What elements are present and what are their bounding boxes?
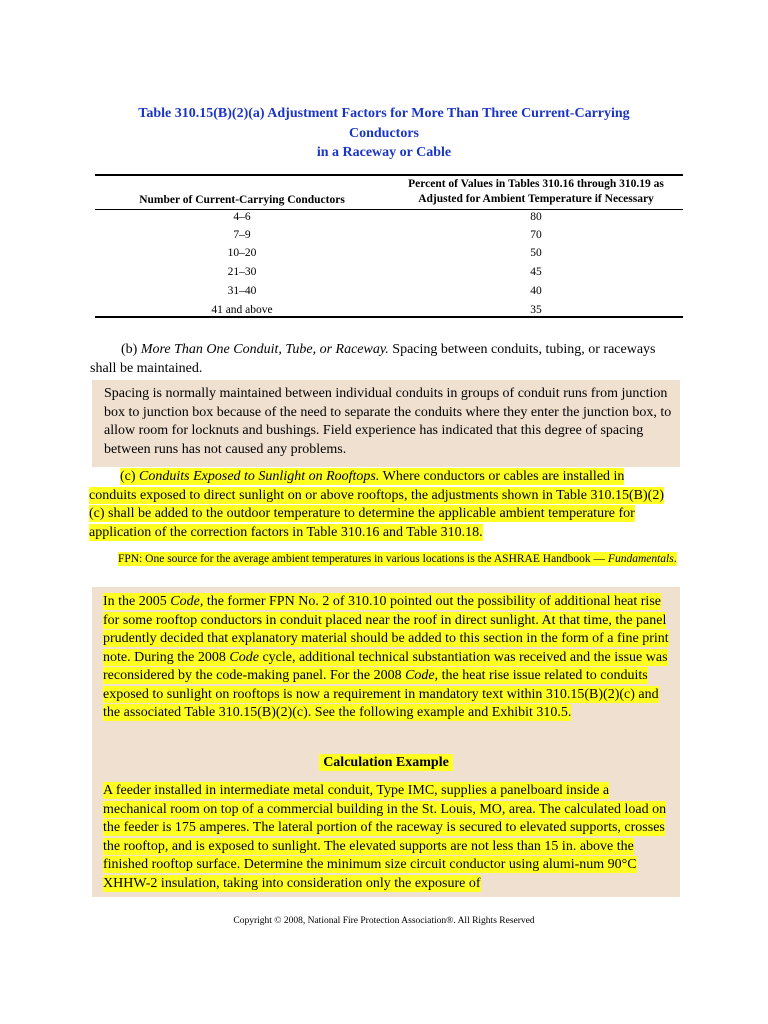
cell-conductors: 21–30 <box>227 266 257 278</box>
fpn-note <box>118 551 678 568</box>
table-header-percent <box>389 177 683 207</box>
table-top-rule <box>95 174 683 176</box>
commentary-rooftop-code-2: Code <box>229 649 259 665</box>
table-row <box>0 226 768 244</box>
cell-percent: 70 <box>530 229 542 241</box>
copyright-footer: Copyright © 2008, National Fire Protection Association®. All Rights Reserved <box>233 916 535 926</box>
cell-percent: 50 <box>530 247 542 259</box>
table-body <box>0 208 768 319</box>
table-header-percent-line-2: Adjusted for Ambient Temperature if Necessary <box>418 193 654 205</box>
table-header-percent-line-1: Percent of Values in Tables 310.16 through 310.19 as <box>408 178 664 190</box>
commentary-rooftop-highlight <box>103 593 669 721</box>
calculation-example-paragraph <box>103 782 676 893</box>
commentary-rooftop-text-4: , the heat rise issue related to conduits exposed to sunlight on rooftops is now a requirement in mandatory text within 310.15(B)(2)(c) and the associated Table 310.15(B)(2)(c). See the following example and Exhibit 310.5. <box>103 668 659 720</box>
cell-percent: 40 <box>530 285 542 297</box>
calculation-example-heading: Calculation Example <box>319 754 453 771</box>
section-c-prefix: (c) <box>120 469 140 484</box>
section-c-paragraph <box>89 468 671 542</box>
section-c-heading: Conduits Exposed to Sunlight on Rooftops. <box>139 469 380 484</box>
cell-conductors: 4–6 <box>233 211 251 223</box>
cell-percent: 35 <box>530 304 542 316</box>
table-title-line-3: in a Raceway or Cable <box>316 145 452 160</box>
table-row <box>0 244 768 263</box>
cell-percent: 45 <box>530 266 542 278</box>
calculation-example-heading-row <box>92 754 680 773</box>
commentary-rooftop-text-3: cycle, additional technical substantiation was received and the issue was reconsidered by the code-making panel. For the 2008 <box>103 649 668 683</box>
section-b-text: Spacing between conduits, tubing, or raceways shall be maintained. <box>90 342 656 376</box>
section-b-paragraph <box>90 341 680 378</box>
fpn-end: . <box>673 553 677 565</box>
table-row <box>0 282 768 301</box>
table-title-line-1: Table 310.15(B)(2)(a) Adjustment Factors for More Than Three Current-Carrying <box>138 106 630 121</box>
cell-percent: 80 <box>530 211 542 223</box>
commentary-rooftop-code-3: Code <box>405 668 435 683</box>
commentary-rooftop-text-1: In the 2005 <box>103 594 171 609</box>
table-row <box>0 263 768 282</box>
table-header-conductors: Number of Current-Carrying Conductors <box>139 194 345 206</box>
section-b-heading: More Than One Conduit, Tube, or Raceway. <box>140 342 389 357</box>
cell-conductors: 10–20 <box>227 247 257 259</box>
table-row <box>0 208 768 226</box>
fpn-text: FPN: One source for the average ambient temperatures in various locations is the ASHRAE Handbook — <box>118 553 606 565</box>
commentary-rooftop-paragraph <box>103 593 676 723</box>
cell-conductors: 7–9 <box>233 229 251 241</box>
fpn-italic: Fundamentals <box>607 553 674 565</box>
table-title <box>100 104 668 163</box>
section-c-highlight <box>89 468 664 541</box>
commentary-rooftop-text-2: , the former FPN No. 2 of 310.10 pointed out the possibility of additional heat rise for some rooftop conductors in conduit placed near the roof in direct sunlight. At that time, the panel prudently decided that explanatory material should be added to this section in the form of a fine print note. During the 2008 <box>103 594 669 665</box>
cell-conductors: 41 and above <box>211 304 273 316</box>
table-bottom-rule <box>95 316 683 318</box>
commentary-spacing-text: Spacing is normally maintained between individual conduits in groups of conduit runs from junction box to junction box because of the need to separate the conduits where they enter the junction box, to allow room for locknuts and bushings. Field experience has indicated that this degree of spacing between runs has not caused any problems. <box>104 386 672 457</box>
commentary-spacing <box>92 380 680 467</box>
calculation-example-text: A feeder installed in intermediate metal conduit, Type IMC, supplies a panelboard inside a mechanical room on top of a commercial building in the St. Louis, MO, area. The calculated load on the feeder is 175 amperes. The lateral portion of the raceway is secured to elevated supports, crosses the rooftop, and is exposed to sunlight. The elevated supports are not less than 15 in. above the finished rooftop surface. Determine the minimum size circuit conductor using alumi-num 90°C XHHW-2 insulation, taking into consideration only the exposure of <box>103 783 667 891</box>
commentary-rooftop-code-1: Code <box>170 594 200 609</box>
cell-conductors: 31–40 <box>227 285 257 297</box>
section-b-prefix: (b) <box>121 342 141 357</box>
fpn-highlight <box>118 552 677 566</box>
section-c-text: Where conductors or cables are installed in conduits exposed to direct sunlight on or above rooftops, the adjustments shown in Table 310.15(B)(2)(c) shall be added to the outdoor temperature to determine the applicable ambient temperature for application of the correction factors in Table 310.16 and Table 310.18. <box>89 469 665 540</box>
table-title-line-2: Conductors <box>348 125 419 141</box>
